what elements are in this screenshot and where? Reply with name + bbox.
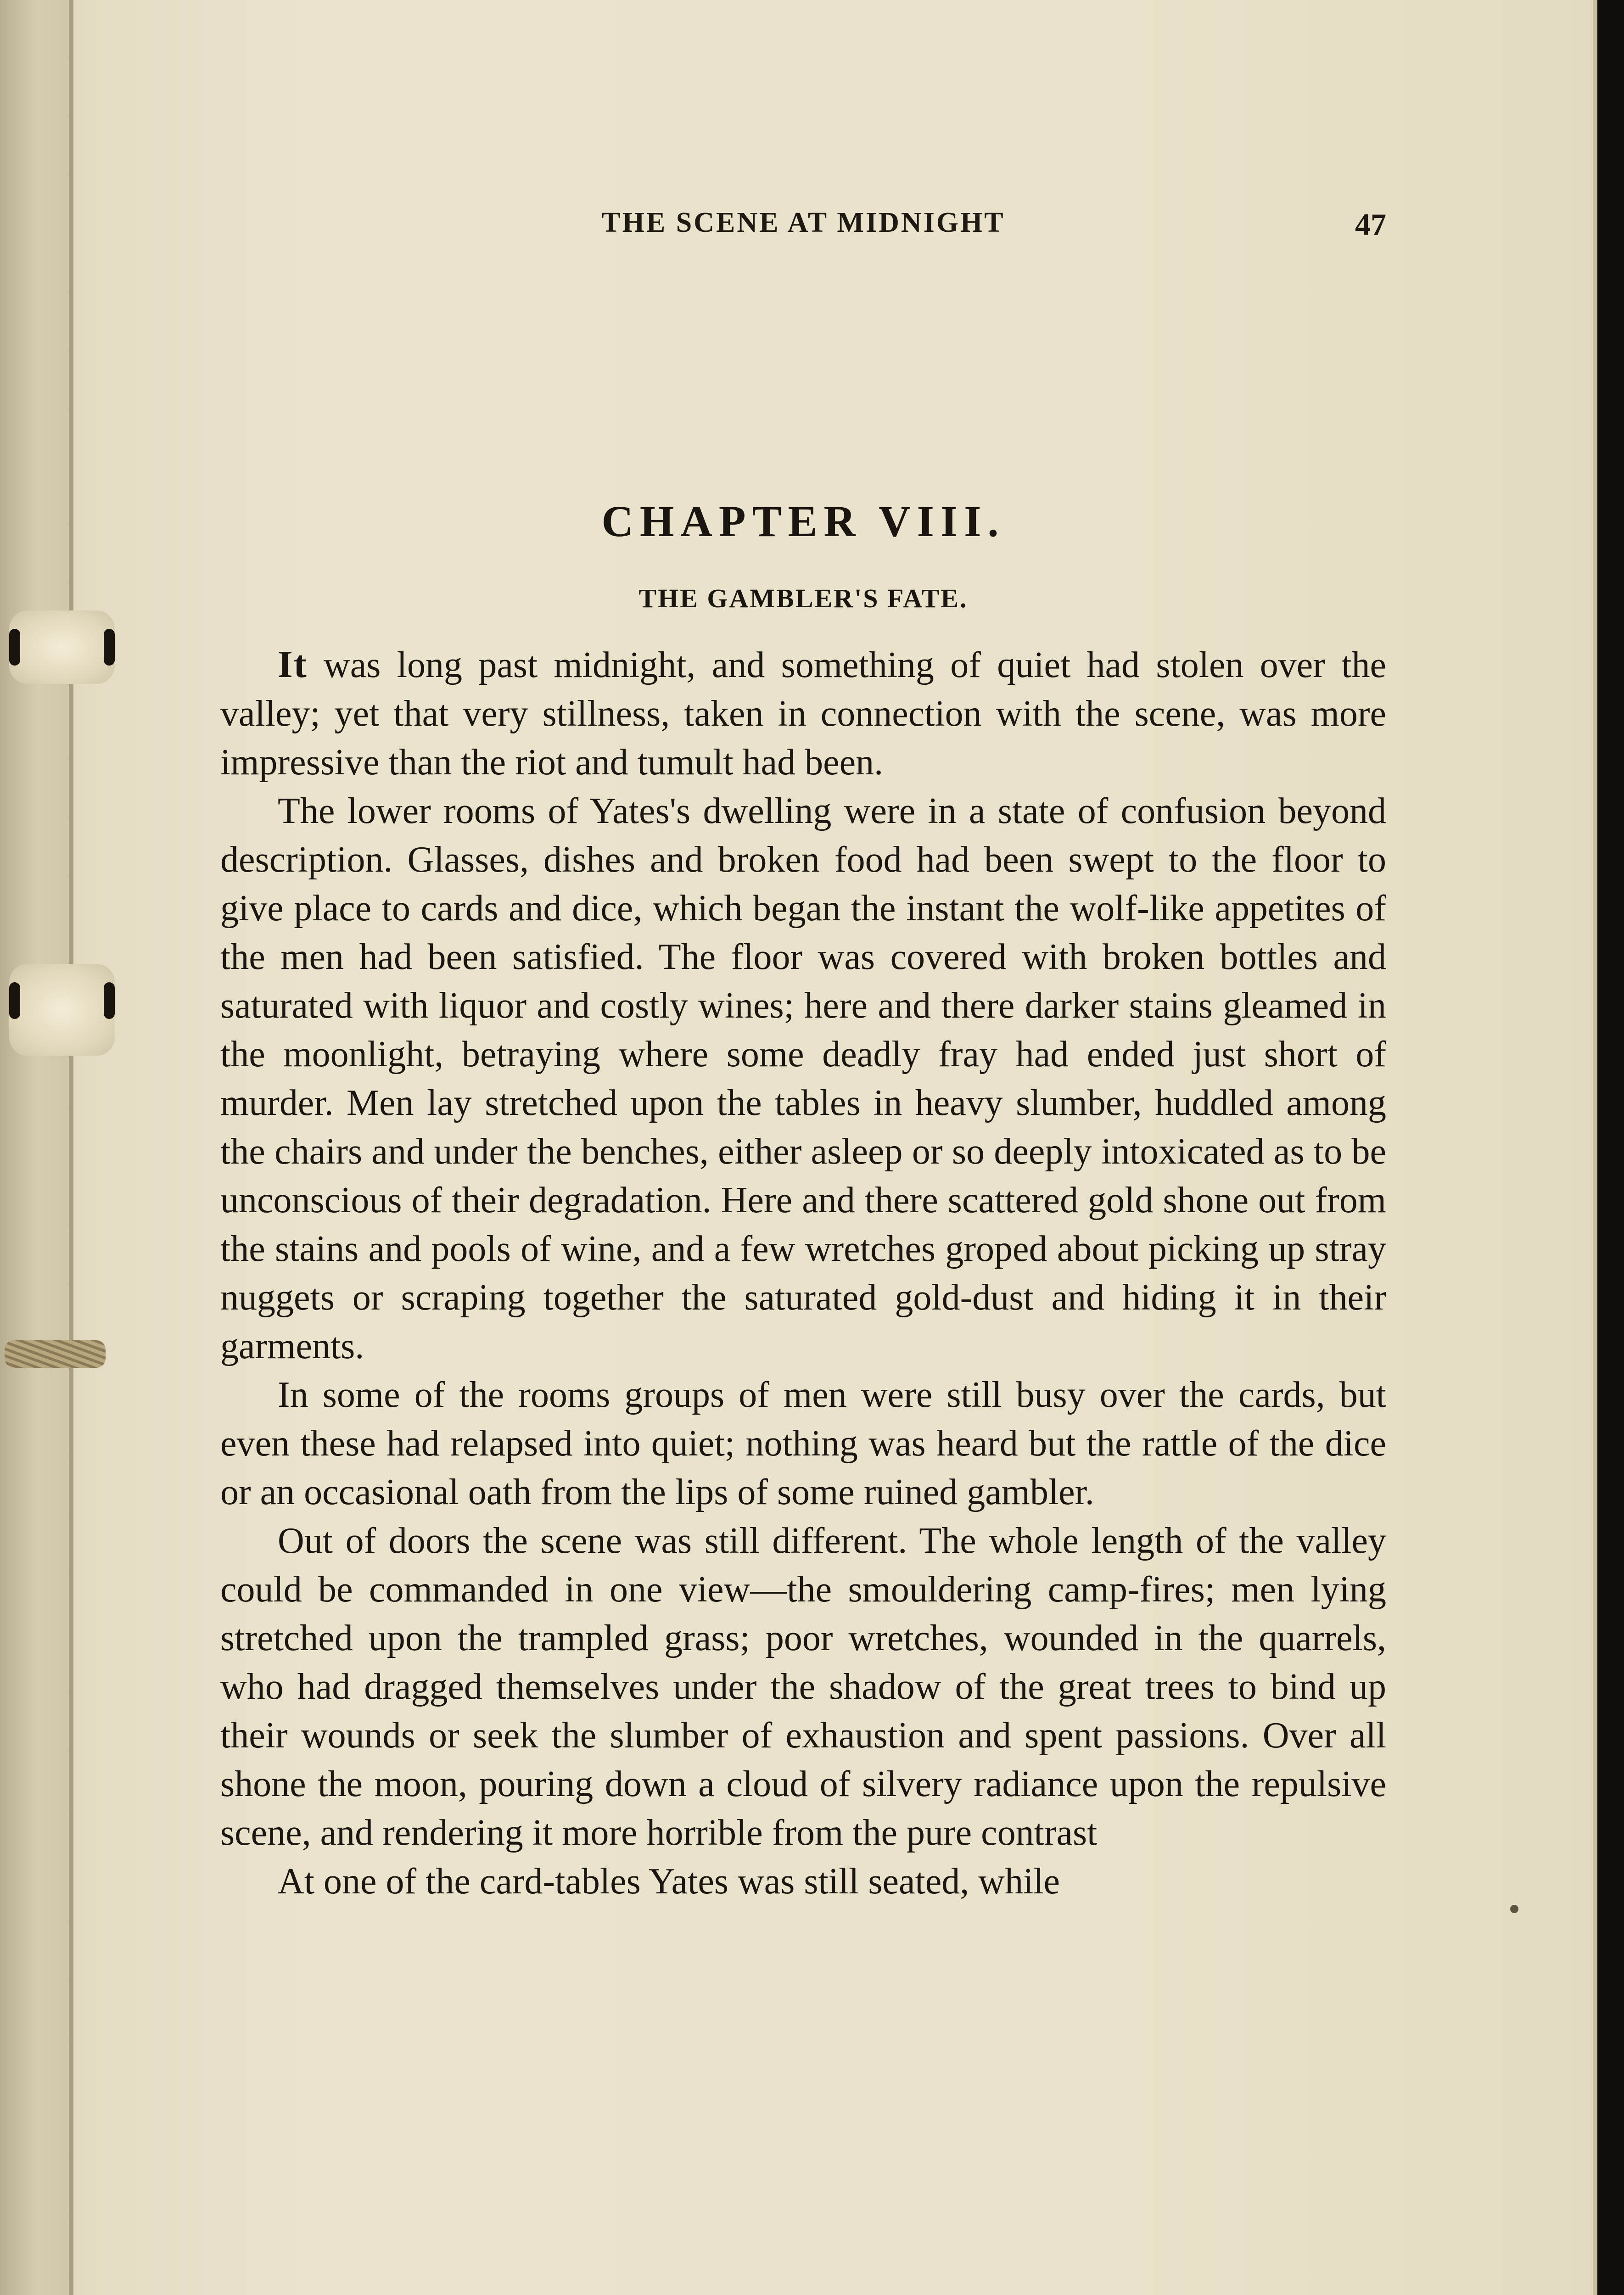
- binding-stitch-icon: [9, 964, 115, 1056]
- binding-gutter: [0, 0, 69, 2295]
- paper-speck: [1510, 1905, 1518, 1913]
- binding-thread-icon: [5, 1340, 106, 1368]
- chapter-heading: CHAPTER VIII.: [601, 497, 1005, 546]
- paragraph: Out of doors the scene was still different. The whole length of the valley could be commanded in one view—the smouldering camp-fires; men lying stretched upon the trampled grass; poor wretches, wounded in the quarrels, who had dragged themselves under the shadow of the great trees to bind up their wounds or seek the slumber of exhaustion and spent passions. Over all shone the moon, pouring down a cloud of silvery radiance upon the repulsive scene, and rendering it more horrible from the pure contrast: [220, 1521, 1386, 1853]
- gutter-fold: [69, 0, 73, 2295]
- paragraph: [220, 640, 1386, 787]
- binding-stitch-icon: [9, 610, 115, 684]
- paragraph: At one of the card-tables Yates was still seated, while: [278, 1861, 1060, 1902]
- paragraph-lead-word: It: [278, 643, 308, 686]
- body-text: [220, 640, 1386, 1906]
- chapter-subheading: THE GAMBLER'S FATE.: [638, 583, 968, 613]
- running-head-title: THE SCENE AT MIDNIGHT: [601, 207, 1005, 238]
- paragraph: In some of the rooms groups of men were still busy over the cards, but even these had relapsed into quiet; nothing was heard but the rattle of the dice or an occasional oath from the lips of some ruined gambler.: [220, 1375, 1386, 1512]
- paragraph-text: was long past midnight, and something of quiet had stolen over the valley; yet that very stillness, taken in connection with the scene, was more impressive than the riot and tumult had been.: [220, 645, 1386, 783]
- page-number: 47: [1355, 207, 1386, 242]
- paragraph: The lower rooms of Yates's dwelling were in a state of confusion beyond description. Glasses, dishes and broken food had been swept to the floor to give place to cards and dice, which began the instant the wolf-like appetites of the men had been satisfied. The floor was covered with broken bottles and saturated with liquor and costly wines; here and there darker stains gleamed in the moonlight, betraying where some deadly fray had ended just short of murder. Men lay stretched upon the tables in heavy slumber, huddled among the chairs and under the benches, either asleep or so deeply intoxicated as to be unconscious of their degradation. Here and there scattered gold shone out from the stains and pools of wine, and a few wretches groped about picking up stray nuggets or scraping together the saturated gold-dust and hiding it in their garments.: [220, 791, 1386, 1366]
